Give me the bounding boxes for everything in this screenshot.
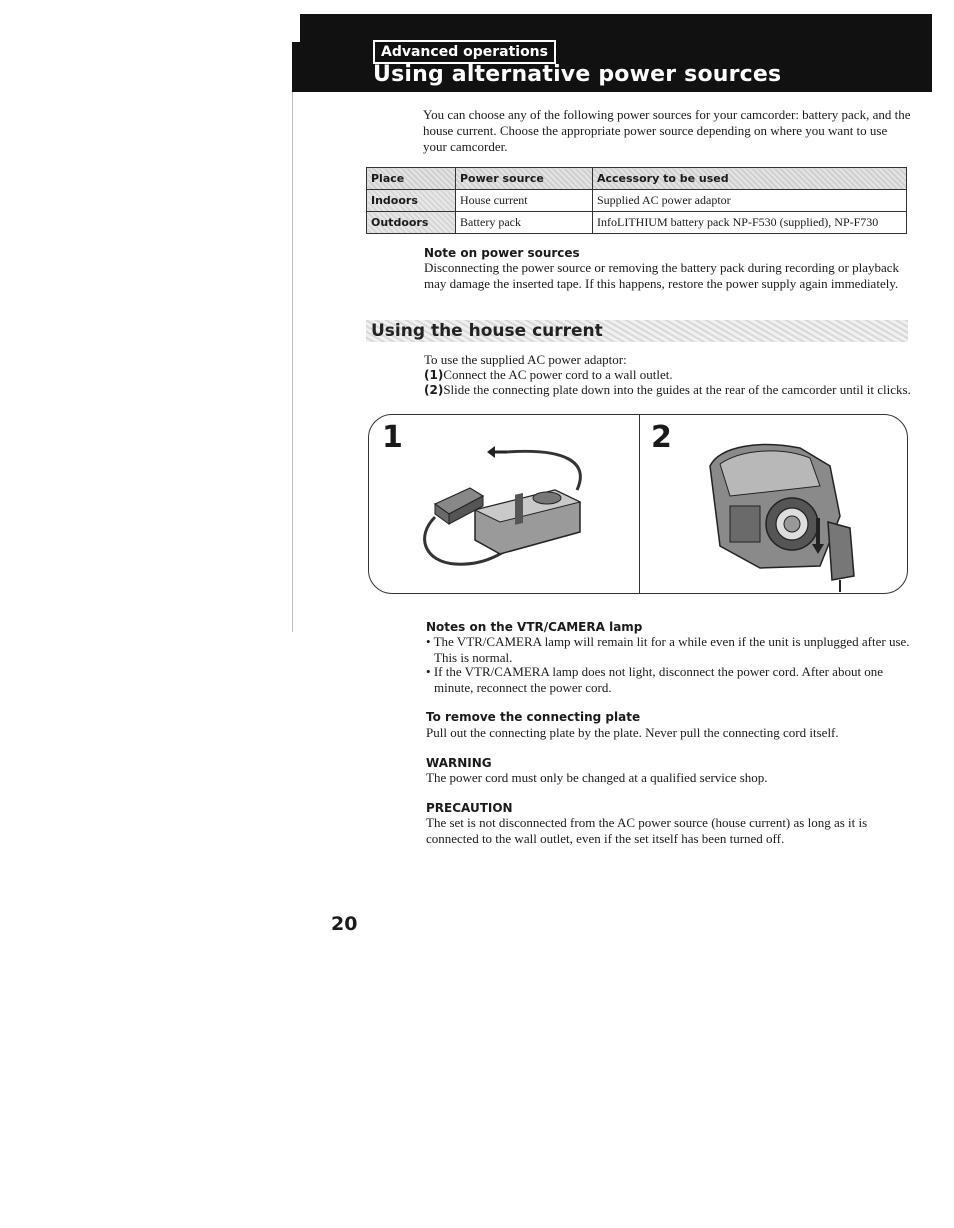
section-label: Advanced operations xyxy=(373,40,556,64)
table-cell: Outdoors xyxy=(367,212,456,234)
table-cell: House current xyxy=(456,190,593,212)
warning-heading: WARNING xyxy=(426,756,492,770)
camcorder-illustration xyxy=(700,436,870,592)
note-heading: Note on power sources xyxy=(424,246,580,260)
header-tick xyxy=(292,14,300,42)
ac-adaptor-illustration xyxy=(415,432,595,582)
table-cell: InfoLITHIUM battery pack NP-F530 (supplied), NP-F730 xyxy=(593,212,907,234)
warning-text: The power cord must only be changed at a qualified service shop. xyxy=(426,770,768,785)
step-number: (1) xyxy=(424,368,444,382)
page-title: Using alternative power sources xyxy=(373,62,782,87)
intro-paragraph: You can choose any of the following power sources for your camcorder: battery pack, and the house current. Choose the appropriate power source depending on where you want to use your camcorder. xyxy=(423,107,911,154)
table-header-cell: Power source xyxy=(456,168,593,190)
subsection-title: Using the house current xyxy=(371,321,603,341)
lamp-notes-heading: Notes on the VTR/CAMERA lamp xyxy=(426,620,643,634)
table-cell: Indoors xyxy=(367,190,456,212)
step-1 xyxy=(424,367,912,383)
step-text: Connect the AC power cord to a wall outlet. xyxy=(443,367,673,382)
power-source-table xyxy=(366,167,907,234)
figure-label-1: 1 xyxy=(382,420,403,455)
figure-label-2: 2 xyxy=(651,420,672,455)
precaution-text: The set is not disconnected from the AC power source (house current) as long as it is connected to the wall outlet, even if the set itself has been turned off. xyxy=(426,815,868,846)
table-row xyxy=(367,212,907,234)
table-header-cell: Place xyxy=(367,168,456,190)
lamp-note-text: The VTR/CAMERA lamp will remain lit for a while even if the unit is unplugged after use. This is normal. xyxy=(433,634,910,665)
table-cell: Battery pack xyxy=(456,212,593,234)
lamp-note-text: If the VTR/CAMERA lamp does not light, disconnect the power cord. After about one minute, reconnect the power cord. xyxy=(433,664,884,695)
table-cell: Supplied AC power adaptor xyxy=(593,190,907,212)
note-text: Disconnecting the power source or removing the battery pack during recording or playback may damage the inserted tape. If this happens, restore the power supply again immediately. xyxy=(424,260,900,291)
step-2 xyxy=(424,382,926,398)
remove-heading: To remove the connecting plate xyxy=(426,710,641,724)
table-header-row xyxy=(367,168,907,190)
illustration-divider xyxy=(639,414,640,594)
margin-line xyxy=(292,92,293,632)
table-row xyxy=(367,190,907,212)
precaution-heading: PRECAUTION xyxy=(426,801,513,815)
page-number: 20 xyxy=(331,913,358,935)
step-text: Slide the connecting plate down into the guides at the rear of the camcorder until it clicks. xyxy=(443,382,911,397)
step-number: (2) xyxy=(424,383,444,397)
lamp-note-item xyxy=(426,634,920,666)
bullet: • xyxy=(426,664,434,679)
house-intro: To use the supplied AC power adaptor: xyxy=(424,352,627,367)
lamp-note-item xyxy=(426,664,920,696)
remove-text: Pull out the connecting plate by the plate. Never pull the connecting cord itself. xyxy=(426,725,839,740)
table-header-cell: Accessory to be used xyxy=(593,168,907,190)
bullet: • xyxy=(426,634,434,649)
